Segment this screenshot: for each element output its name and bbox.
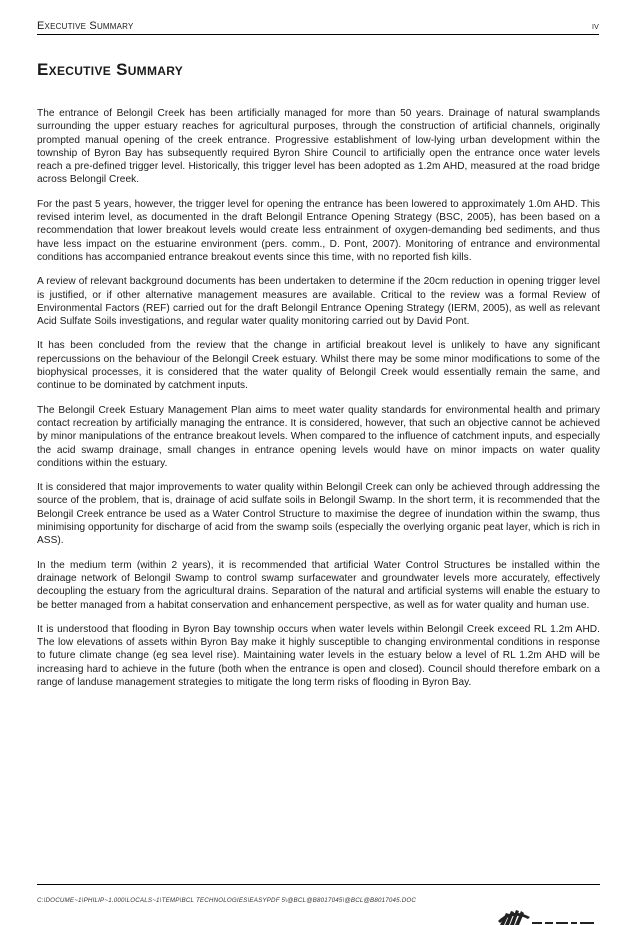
running-header: [37, 20, 599, 35]
paragraph: The entrance of Belongil Creek has been artificially managed for more than 50 years. Drainage of natural swamplands surrounding the upper estuary reaches for agricultural purposes, through the construction of artificial channels, originally prompted manual opening of the creek entrance. Progressive establishment of low-lying urban development within the township of Byron Bay has subsequently required Byron Shire Council to artificially open the entrance once water levels reach a pre-defined trigger level. Historically, this trigger level has been adopted as 1.2m AHD, measured at the road bridge across Belongil Creek.: [37, 108, 600, 186]
paragraph: It is considered that major improvements to water quality within Belongil Creek can only be achieved through addressing the source of the problem, that is, drainage of acid sulfate soils in Belongil Swamp. In the short term, it is recommended that the Belongil Creek entrance be used as a Water Control Structure to maximise the degree of inundation within the swamp, thus minimising opportunity for discharge of acid from the swamp soils (especially the overlying organic peat layer, which is rich in ASS).: [37, 482, 600, 547]
footer-file-path: C:\DOCUME~1\PHILIP~1.000\LOCALS~1\TEMP\BCL TECHNOLOGIES\EASYPDF 5\@BCL@B8017045\@BCL@B8017045.DOC: [37, 897, 417, 904]
footer-divider: [37, 884, 600, 885]
paragraph: For the past 5 years, however, the trigger level for opening the entrance has been lowered to approximately 1.0m AHD. This revised interim level, as documented in the draft Belongil Entrance Opening Strategy (BSC, 2005), has been based on a recommendation that lower breakout levels would create less entrainment of oxygen-demanding bed sediments, and thus have less impact on the estuarine environment (pers. comm., D. Pont, 2007). Monitoring of entrance and environmental conditions has accompanied entrance breakout events since this time, with no reported fish kills.: [37, 198, 600, 263]
paragraph: In the medium term (within 2 years), it is recommended that artificial Water Control Structures be installed within the drainage network of Belongil Swamp to control swamp surfacewater and groundwater levels more accurately, effectively decoupling the estuary from the agricultural drains. Separation of the natural and artificial systems will enable the estuary to be better managed from a habitat conservation and enhancement perspective, as well as for water quality and human use.: [37, 559, 600, 611]
paragraph: It is understood that flooding in Byron Bay township occurs when water levels within Belongil Creek exceed RL 1.2m AHD. The low elevations of assets within Byron Bay make it highly susceptible to changing environmental conditions in response to future climate change (eg sea level rise). Maintaining water levels in the estuary below a level of RL 1.2m AHD will be increasing hard to achieve in the future (both when the entrance is open and closed). Council should therefore embark on a range of landuse management strategies to mitigate the long term risks of flooding in Byron Bay.: [37, 623, 600, 688]
paragraph: A review of relevant background documents has been undertaken to determine if the 20cm reduction in opening trigger level is justified, or if other alternative management measures are available. Critical to the review was a formal Review of Environmental Factors (REF) carried out for the draft Belongil Entrance Opening Strategy (IERM, 2005), as well as relevant Acid Sulfate Soils investigations, and regular water quality monitoring carried out by David Pont.: [37, 276, 600, 328]
paragraph: It has been concluded from the review that the change in artificial breakout level is unlikely to have any significant repercussions on the behaviour of the Belongil Creek estuary. Whilst there may be some minor modifications to some of the biophysical processes, it is considered that the water quality of Belongil Creek would essentially remain the same, and continue to be dominated by catchment inputs.: [37, 340, 600, 392]
company-logo-icon: [492, 905, 602, 925]
page-number: iv: [591, 21, 599, 32]
paragraph: The Belongil Creek Estuary Management Plan aims to meet water quality standards for environmental health and primary contact recreation by artificially managing the entrance. It is considered, however, that such an objective cannot be achieved by minor manipulations of the entrance breakout levels. When compared to the influence of catchment inputs, and especially the acid swamp drainage, small changes in entrance opening levels would have on minor impacts on water quality conditions within the estuary.: [37, 404, 600, 469]
body-text: [37, 107, 600, 700]
running-header-title: Executive Summary: [37, 20, 134, 32]
section-heading: Executive Summary: [37, 60, 184, 79]
